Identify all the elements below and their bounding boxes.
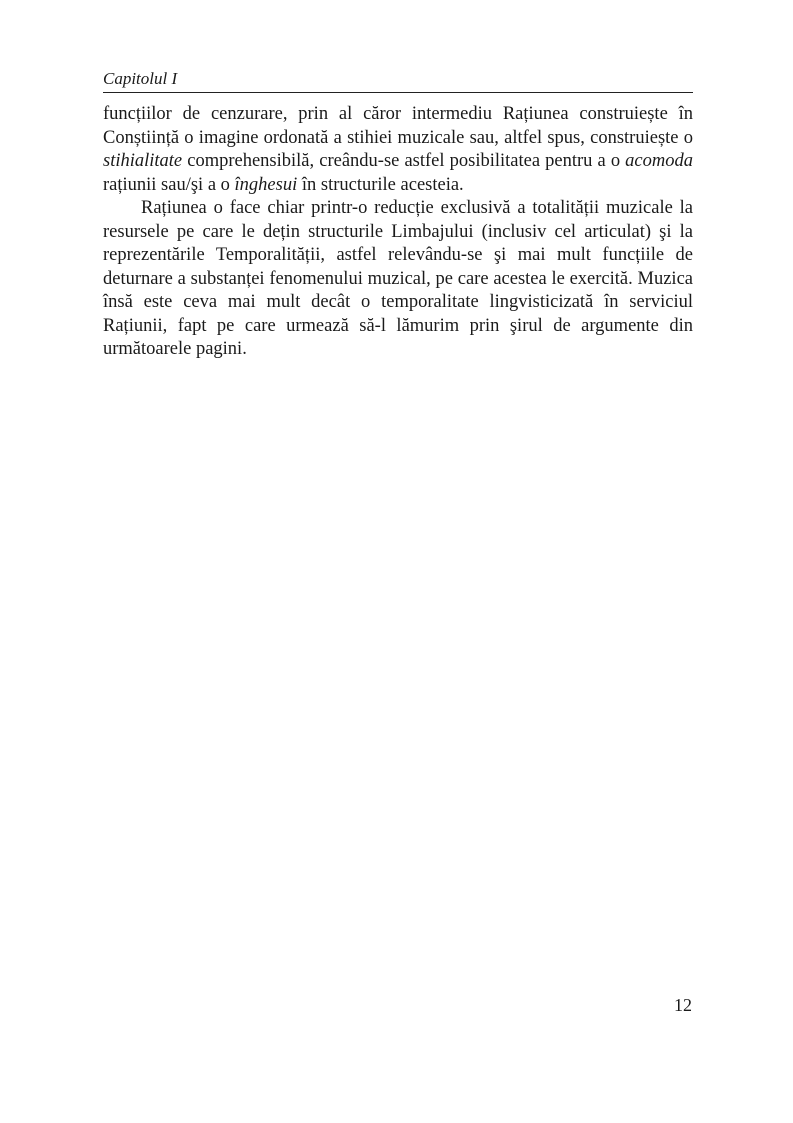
chapter-title: Capitolul I bbox=[103, 69, 178, 88]
italic-term-acomoda: acomoda bbox=[625, 151, 693, 171]
text-segment: în structurile acesteia. bbox=[297, 174, 464, 195]
italic-term-stihialitate: stihialitate bbox=[103, 151, 183, 171]
text-segment: rațiunii sau/şi a o bbox=[103, 174, 235, 195]
page-number: 12 bbox=[674, 995, 692, 1015]
italic-term-inghesui: înghesui bbox=[234, 174, 298, 195]
text-segment: funcțiilor de cenzurare, prin al căror intermediu Rațiunea construiește în Conștiință o imagine ordonată a stihiei muzicale sau, altfel spus, construiește o bbox=[103, 104, 693, 148]
page-body bbox=[103, 103, 693, 362]
paragraph-2: Rațiunea o face chiar printr-o reducție exclusivă a totalității muzicale la resursele pe care le dețin structurile Limbajului (inclusiv cel articulat) şi la reprezentările Temporalității, astfel relevându-se şi mai mult funcțiile de deturnare a substanței fenomenului muzical, pe care acestea le exercită. Muzica însă este ceva mai mult decât o temporalitate lingvisticizată în serviciul Rațiunii, fapt pe care urmează să-l lămurim prin şirul de argumente din următoarele pagini. bbox=[103, 198, 693, 359]
running-header bbox=[103, 68, 693, 93]
text-segment: comprehensibilă, creându-se astfel posibilitatea pentru a o bbox=[182, 151, 626, 171]
paragraph-1 bbox=[103, 103, 693, 197]
